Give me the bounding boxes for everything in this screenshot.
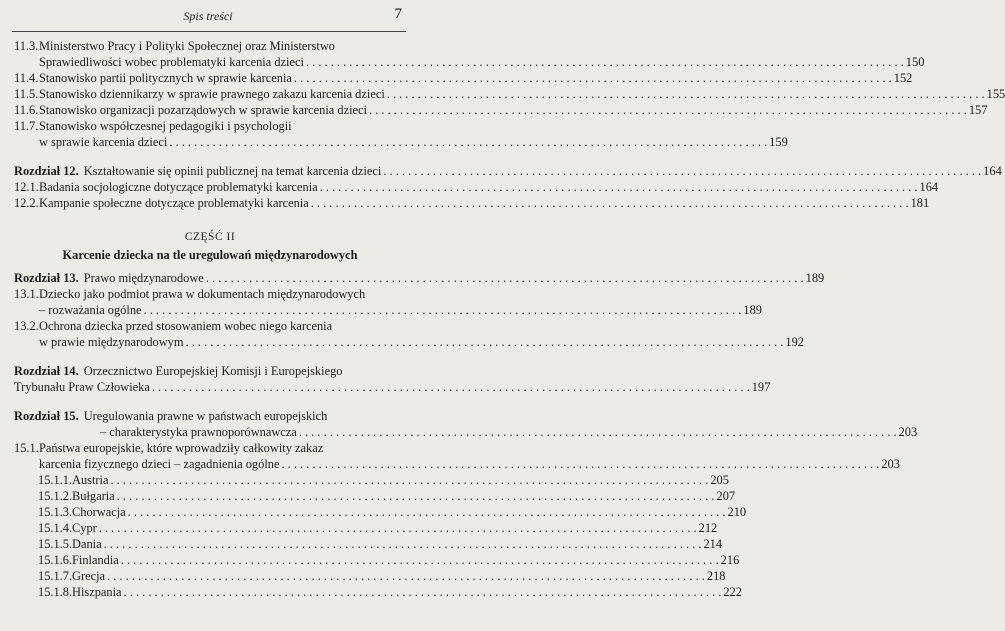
entry-title: Chorwacja [72, 505, 126, 519]
toc-entry [14, 568, 726, 584]
dot-leader [121, 552, 719, 568]
page-ref: 212 [698, 521, 718, 535]
spacer [14, 150, 406, 163]
chapter-title-cont: Trybunału Praw Człowieka [14, 380, 150, 394]
entry-title: w sprawie karcenia dzieci [39, 135, 168, 149]
toc-entry [14, 102, 988, 118]
entry-number: 15.1.7. [38, 569, 73, 583]
entry-title: Stanowisko organizacji pozarządowych w sprawie karcenia dzieci [39, 103, 367, 117]
entry-title: Stanowisko partii politycznych w sprawie karcenia [39, 71, 292, 85]
spacer [14, 395, 406, 408]
entry-number: 15.1.6. [38, 553, 73, 567]
dot-leader [206, 270, 804, 286]
toc-entry [14, 179, 939, 195]
entry-number: 13.2. [14, 319, 39, 333]
toc-entry [14, 488, 736, 504]
chapter-title: Prawo międzynarodowe [83, 271, 204, 285]
entry-title: Cypr [72, 521, 97, 535]
dot-leader [387, 86, 985, 102]
toc-entry [14, 552, 740, 568]
dot-leader [320, 179, 918, 195]
page-ref: 192 [785, 335, 804, 349]
entry-number: 15.1.3. [38, 505, 73, 519]
chapter-12-entry [14, 163, 1002, 179]
entry-title: Państwa europejskie, które wprowadziły całkowity zakaz [39, 441, 324, 455]
page-ref: 157 [968, 103, 988, 117]
toc-entry [14, 584, 742, 600]
page-ref: 189 [805, 271, 825, 285]
toc-entry [14, 302, 762, 318]
entry-title: Badania socjologiczne dotyczące problematyki karcenia [39, 180, 318, 194]
header-rule [12, 31, 406, 32]
toc-entry [14, 134, 788, 150]
chapter-title: Uregulowania prawne w państwach europejskich [83, 409, 328, 423]
entry-number: 15.1.5. [38, 537, 73, 551]
toc-entry [14, 54, 925, 70]
dot-leader [128, 504, 726, 520]
entry-title: Ochrona dziecka przed stosowaniem wobec niego karcenia [39, 319, 333, 333]
part-label: CZĘŚĆ II [184, 231, 236, 243]
toc-entry-line [14, 38, 406, 54]
entry-title: Ministerstwo Pracy i Polityki Społecznej oraz Ministerstwo [39, 39, 335, 53]
dot-leader [117, 488, 715, 504]
page-ref: 155 [986, 87, 1005, 101]
dot-leader [306, 54, 904, 70]
toc-entry [14, 472, 729, 488]
dot-leader [152, 379, 750, 395]
dot-leader [110, 472, 708, 488]
page-ref: 164 [919, 180, 939, 194]
toc-entry [14, 456, 900, 472]
toc-entry [14, 520, 718, 536]
entry-number: 11.3. [14, 39, 39, 53]
chapter-14-entry-line2 [14, 379, 771, 395]
page-number: 7 [394, 6, 402, 22]
chapter-number: Rozdział 13. [14, 271, 79, 285]
entry-number: 12.2. [14, 196, 39, 210]
page-ref: 152 [893, 71, 913, 85]
entry-number: 15.1.4. [38, 521, 73, 535]
entry-title: – rozważania ogólne [39, 303, 142, 317]
page-ref: 214 [703, 537, 723, 551]
page-ref: 203 [881, 457, 900, 471]
chapter-14-entry-line1 [14, 363, 406, 379]
entry-number: 11.6. [14, 103, 39, 117]
chapter-number: Rozdział 14. [14, 364, 79, 378]
entry-title: Kampanie społeczne dotyczące problematyki karcenia [39, 196, 309, 210]
dot-leader [144, 302, 742, 318]
entry-title: Hiszpania [72, 585, 122, 599]
page-ref: 159 [769, 135, 788, 149]
dot-leader [104, 536, 702, 552]
spacer [14, 350, 406, 363]
spacer [14, 211, 406, 224]
dot-leader [311, 195, 909, 211]
table-of-contents [14, 38, 1005, 600]
entry-title: Grecja [72, 569, 106, 583]
dot-leader [169, 134, 767, 150]
entry-number: 15.1.1. [38, 473, 73, 487]
page-ref: 164 [983, 164, 1002, 178]
entry-title: w prawie międzynarodowym [39, 335, 184, 349]
chapter-15-entry-line2 [14, 424, 918, 440]
toc-entry [14, 536, 723, 552]
toc-entry-line [14, 286, 406, 302]
page-ref: 203 [898, 425, 918, 439]
chapter-title: Orzecznictwo Europejskiej Komisji i Europejskiego [83, 364, 343, 378]
chapter-title: Kształtowanie się opinii publicznej na temat karcenia dzieci [83, 164, 382, 178]
part-title: Karcenie dziecka na tle uregulowań międzynarodowych [62, 248, 358, 262]
section-13-entries [14, 286, 804, 350]
toc-entry-line [14, 318, 406, 334]
chapter-13-entry [14, 270, 825, 286]
entry-title: Sprawiedliwości wobec problematyki karcenia dzieci [39, 55, 304, 69]
entry-title: Stanowisko współczesnej pedagogiki i psychologii [39, 119, 292, 133]
toc-entry [14, 195, 930, 211]
dot-leader [281, 456, 879, 472]
entry-title: Dania [72, 537, 102, 551]
entry-number: 15.1.2. [38, 489, 73, 503]
entry-number: 11.5. [14, 87, 39, 101]
section-15-1-entries [14, 472, 747, 600]
entry-title: Finlandia [72, 553, 119, 567]
chapter-15-entry-line1 [14, 408, 406, 424]
entry-title: Bułgaria [72, 489, 115, 503]
section-12-entries [14, 179, 939, 211]
entry-number: 11.7. [14, 119, 39, 133]
dot-leader [107, 568, 705, 584]
toc-entry [14, 504, 747, 520]
page-ref: 210 [727, 505, 747, 519]
page-ref: 205 [710, 473, 729, 487]
entry-number: 13.1. [14, 287, 39, 301]
chapter-number: Rozdział 15. [14, 409, 79, 423]
page-ref: 222 [723, 585, 742, 599]
entry-title: karcenia fizycznego dzieci – zagadnienia ogólne [39, 457, 280, 471]
page-header [0, 0, 416, 30]
chapter-number: Rozdział 12. [14, 164, 79, 178]
entry-title: Austria [72, 473, 109, 487]
running-header-title: Spis treści [183, 9, 233, 23]
toc-entry [14, 86, 1005, 102]
page-ref: 181 [910, 196, 930, 210]
section-15-entries [14, 440, 900, 472]
dot-leader [186, 334, 784, 350]
dot-leader [294, 70, 892, 86]
dot-leader [383, 163, 981, 179]
page-ref: 189 [743, 303, 762, 317]
page-ref: 216 [720, 553, 740, 567]
toc-entry [14, 70, 913, 86]
entry-number: 15.1. [14, 441, 39, 455]
chapter-title-cont: – charakterystyka prawnoporównawcza [100, 425, 297, 439]
toc-entry-line [14, 440, 406, 456]
dot-leader [99, 520, 697, 536]
page-ref: 218 [706, 569, 726, 583]
entry-number: 15.1.8. [38, 585, 73, 599]
dot-leader [124, 584, 722, 600]
dot-leader [299, 424, 897, 440]
toc-entry [14, 334, 804, 350]
entry-title: Stanowisko dziennikarzy w sprawie prawnego zakazu karcenia dzieci [39, 87, 385, 101]
toc-entry-line [14, 118, 406, 134]
page-ref: 197 [751, 380, 771, 394]
entry-number: 12.1. [14, 180, 39, 194]
section-11-entries [14, 38, 1005, 150]
entry-number: 11.4. [14, 71, 39, 85]
dot-leader [369, 102, 967, 118]
entry-title: Dziecko jako podmiot prawa w dokumentach międzynarodowych [39, 287, 366, 301]
page-ref: 150 [905, 55, 925, 69]
page-ref: 207 [716, 489, 736, 503]
